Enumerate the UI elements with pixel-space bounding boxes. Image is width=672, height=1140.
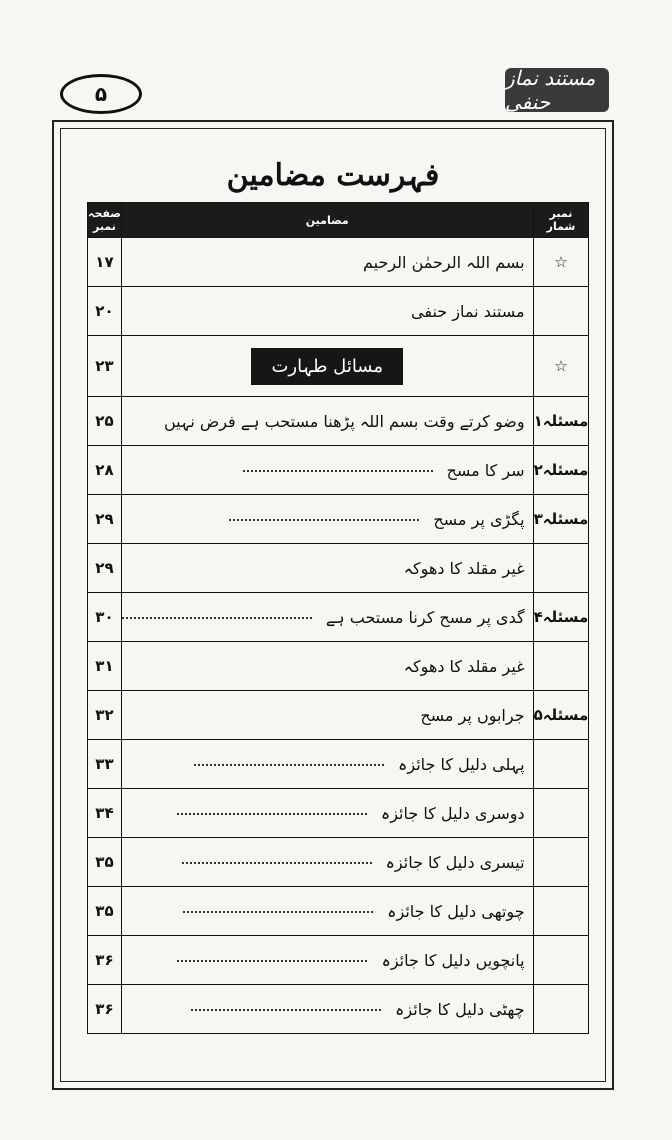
subject-cell [121, 936, 533, 985]
page-number: ۵ [94, 82, 108, 106]
serial-cell [533, 740, 589, 789]
serial-cell: ☆ [533, 336, 589, 397]
book-title: مستند نماز حنفی [505, 66, 596, 114]
table-row [88, 740, 589, 789]
subject-text: وضو کرتے وقت بسم اللہ پڑھنا مستحب ہے فرض نہیں [163, 411, 525, 431]
subject-header: مضامین [121, 203, 533, 238]
subject-cell [121, 642, 533, 691]
page-cell: ۳۵ [88, 887, 122, 936]
serial-cell [533, 936, 589, 985]
page-cell: ۲۸ [88, 446, 122, 495]
page-frame [52, 120, 614, 1090]
subject-cell [121, 336, 533, 397]
subject-cell [121, 887, 533, 936]
serial-cell [533, 287, 589, 336]
subject-cell [121, 238, 533, 287]
subject-text: غیر مقلد کا دھوکہ [403, 656, 525, 676]
page-cell: ۲۳ [88, 336, 122, 397]
subject-text: گدی پر مسح کرنا مستحب ہے [325, 607, 525, 627]
subject-text: مستند نماز حنفی [411, 301, 525, 321]
serial-cell [533, 887, 589, 936]
page-cell: ۳۴ [88, 789, 122, 838]
subject-cell [121, 495, 533, 544]
page-cell: ۲۹ [88, 495, 122, 544]
table-row [88, 691, 589, 740]
subject-cell [121, 740, 533, 789]
dotted-leader [191, 1009, 381, 1011]
dotted-leader [182, 862, 372, 864]
subject-cell [121, 789, 533, 838]
page-cell: ۳۵ [88, 838, 122, 887]
serial-cell: مسئلہ۲ [533, 446, 589, 495]
table-row [88, 397, 589, 446]
page-cell: ۳۱ [88, 642, 122, 691]
table-row [88, 238, 589, 287]
subject-text: پگڑی پر مسح [433, 509, 525, 529]
dotted-leader [183, 911, 373, 913]
subject-text: غیر مقلد کا دھوکہ [403, 558, 525, 578]
contents-table [87, 202, 589, 1034]
page-header: صفحہ نمبر [88, 203, 122, 238]
table-header-row [88, 203, 589, 238]
table-row [88, 838, 589, 887]
subject-text: پہلی دلیل کا جائزہ [398, 754, 525, 774]
table-row [88, 336, 589, 397]
serial-cell [533, 838, 589, 887]
subject-text: چوتھی دلیل کا جائزہ [387, 901, 525, 921]
subject-cell [121, 446, 533, 495]
table-body [88, 238, 589, 1034]
serial-header: نمبر شمار [533, 203, 589, 238]
page-number-oval [60, 74, 142, 114]
section-heading: مسائل طہارت [251, 348, 403, 385]
subject-cell [121, 544, 533, 593]
table-row [88, 936, 589, 985]
page-cell: ۳۶ [88, 985, 122, 1034]
page-cell: ۲۹ [88, 544, 122, 593]
dotted-leader [122, 617, 312, 619]
subject-text: جرابوں پر مسح [420, 705, 525, 725]
subject-text: چھٹی دلیل کا جائزہ [395, 999, 525, 1019]
dotted-leader [243, 470, 433, 472]
table-row [88, 287, 589, 336]
serial-cell [533, 985, 589, 1034]
serial-cell: مسئلہ۵ [533, 691, 589, 740]
page-cell: ۲۵ [88, 397, 122, 446]
table-row [88, 887, 589, 936]
table-row [88, 544, 589, 593]
serial-cell: مسئلہ۴ [533, 593, 589, 642]
serial-cell [533, 544, 589, 593]
page-cell: ۳۲ [88, 691, 122, 740]
subject-text: تیسری دلیل کا جائزہ [385, 852, 525, 872]
page-cell: ۳۰ [88, 593, 122, 642]
dotted-leader [177, 960, 367, 962]
serial-cell: ☆ [533, 238, 589, 287]
serial-cell [533, 789, 589, 838]
page-cell: ۳۶ [88, 936, 122, 985]
table-row [88, 985, 589, 1034]
page-title: فہرست مضامین [226, 158, 440, 193]
subject-text: بسم اللہ الرحمٰن الرحیم [362, 252, 525, 272]
page-cell: ۲۰ [88, 287, 122, 336]
dotted-leader [194, 764, 384, 766]
subject-cell [121, 593, 533, 642]
table-row [88, 593, 589, 642]
serial-cell: مسئلہ۳ [533, 495, 589, 544]
subject-cell [121, 985, 533, 1034]
page-cell: ۱۷ [88, 238, 122, 287]
subject-cell [121, 691, 533, 740]
page-cell: ۳۳ [88, 740, 122, 789]
subject-cell [121, 838, 533, 887]
subject-text: سر کا مسح [446, 460, 525, 480]
table-row [88, 789, 589, 838]
book-title-banner [505, 68, 609, 112]
serial-cell [533, 642, 589, 691]
table-row [88, 495, 589, 544]
subject-cell [121, 287, 533, 336]
subject-cell [121, 397, 533, 446]
subject-text: پانچویں دلیل کا جائزہ [381, 950, 525, 970]
subject-text: دوسری دلیل کا جائزہ [380, 803, 525, 823]
dotted-leader [177, 813, 367, 815]
dotted-leader [229, 519, 419, 521]
table-row [88, 642, 589, 691]
serial-cell: مسئلہ۱ [533, 397, 589, 446]
table-row [88, 446, 589, 495]
